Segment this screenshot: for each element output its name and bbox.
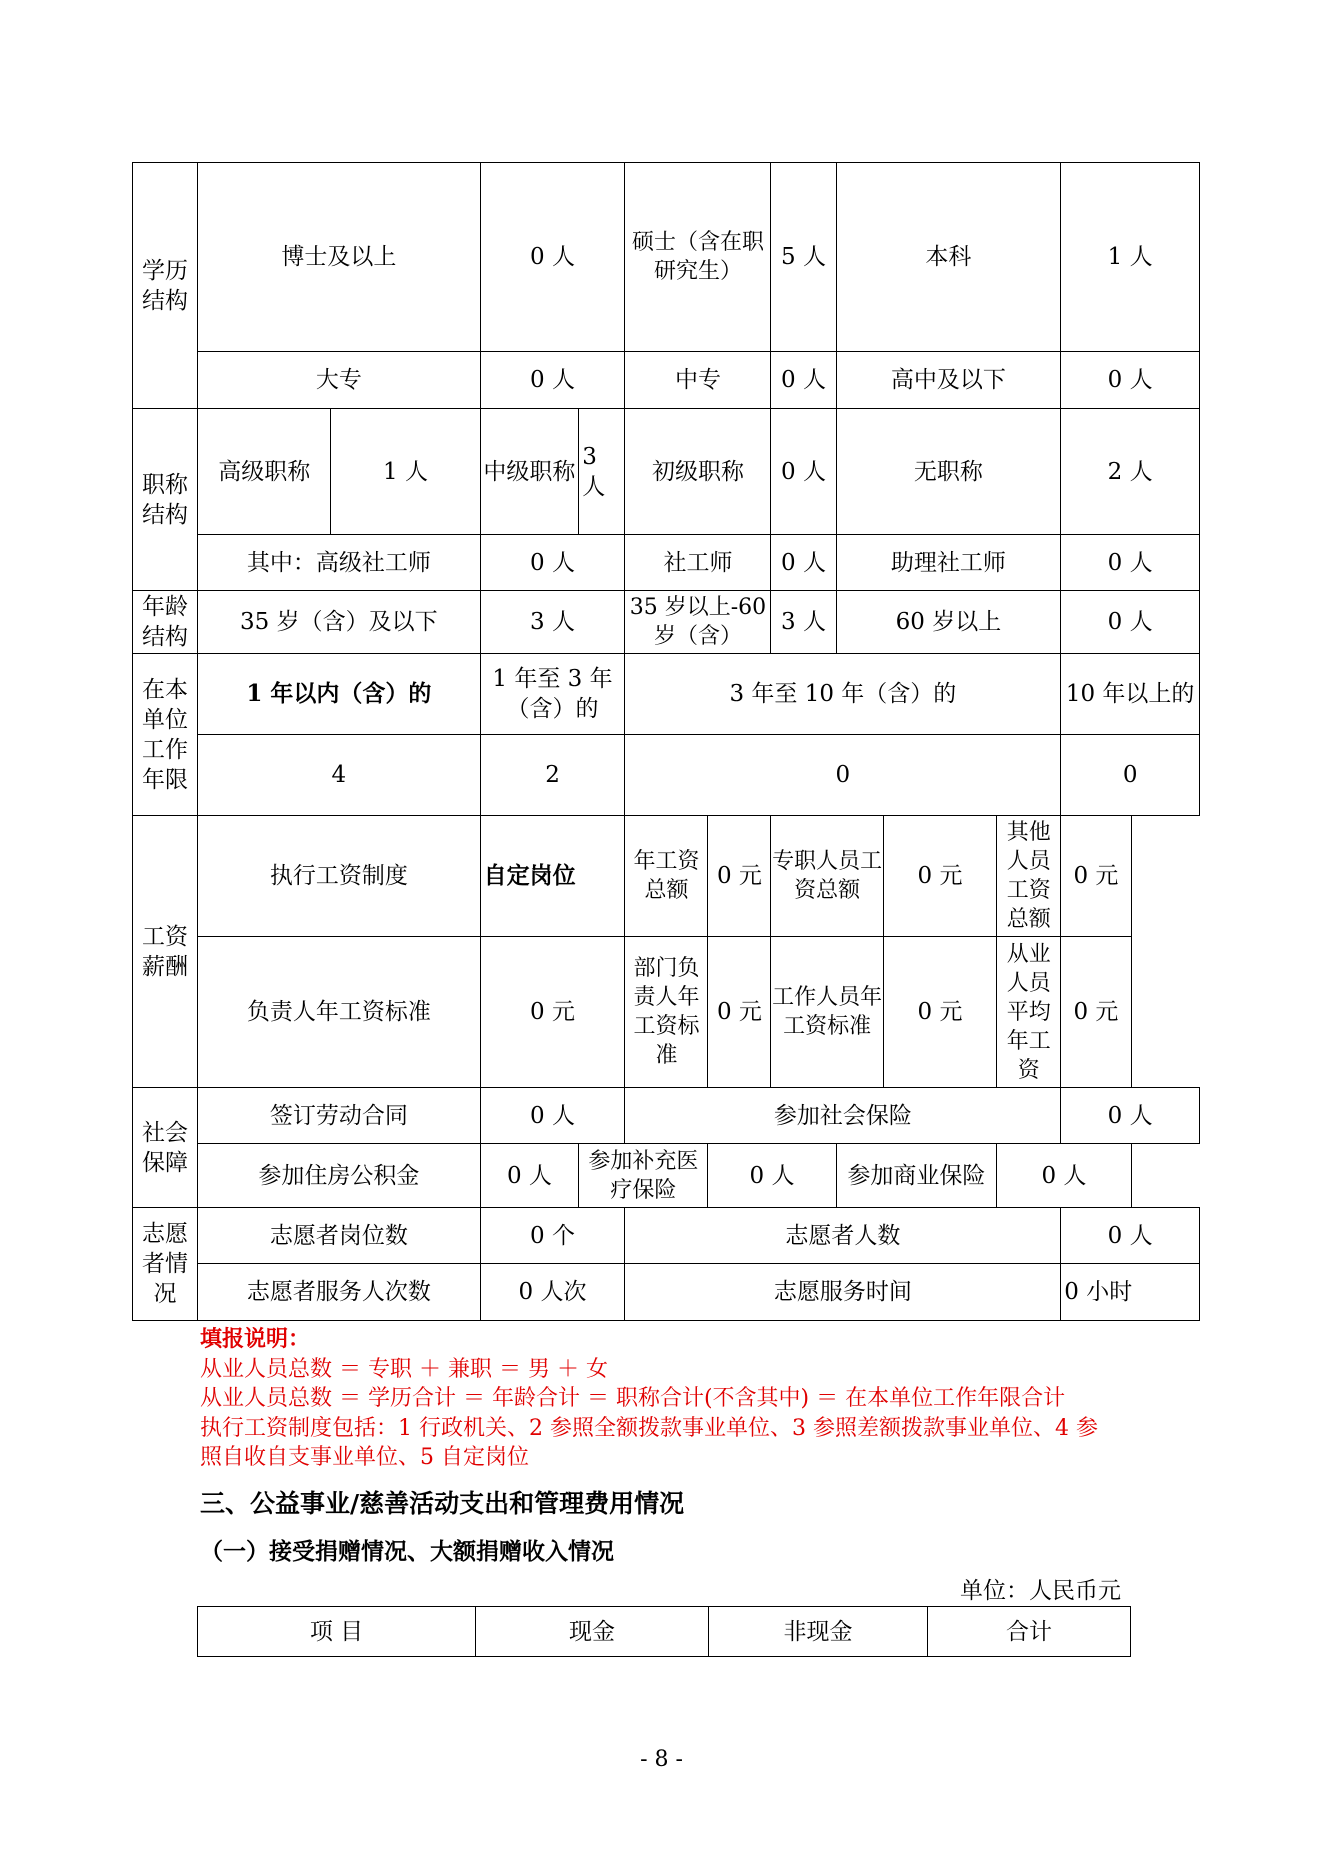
age-35-below: 35 岁（含）及以下 [198, 591, 480, 654]
salary-leader-standard: 负责人年工资标准 [198, 937, 480, 1088]
education-master-value: 5 人 [771, 163, 836, 352]
social-supplementary-medical-value: 0 人 [708, 1144, 836, 1208]
social-labor-contract-value: 0 人 [480, 1088, 625, 1144]
title-senior-social-worker: 其中：高级社工师 [198, 535, 480, 591]
age-row [133, 591, 1200, 654]
social-commercial-insurance-value: 0 人 [997, 1144, 1131, 1208]
currency-unit: 单位：人民币元 [960, 1578, 1121, 1604]
education-highschool-value: 0 人 [1061, 352, 1200, 409]
title-senior-value: 1 人 [331, 409, 480, 535]
education-technical-value: 0 人 [771, 352, 836, 409]
social-labor-contract: 签订劳动合同 [198, 1088, 480, 1144]
salary-average-value: 0 元 [1061, 937, 1131, 1088]
title-social-worker-value: 0 人 [771, 535, 836, 591]
tenure-header-2: 1 年至 3 年（含）的 [480, 654, 625, 735]
social-label: 社会保障 [133, 1088, 198, 1208]
age-60-above-value: 0 人 [1061, 591, 1200, 654]
salary-average: 从业人员平均年工资 [997, 937, 1061, 1088]
age-35-60-value: 3 人 [771, 591, 836, 654]
education-bachelor: 本科 [836, 163, 1061, 352]
donation-header-noncash: 非现金 [709, 1607, 928, 1657]
tenure-label: 在本单位工作年限 [133, 654, 198, 816]
education-phd-value: 0 人 [480, 163, 625, 352]
salary-staff-standard: 工作人员年工资标准 [771, 937, 883, 1088]
age-35-below-value: 3 人 [480, 591, 625, 654]
age-35-60: 35 岁以上-60 岁（含） [625, 591, 771, 654]
donation-table [197, 1606, 1131, 1657]
volunteer-label: 志愿者情况 [133, 1208, 198, 1321]
social-housing-fund-value: 0 人 [480, 1144, 579, 1208]
social-commercial-insurance: 参加商业保险 [836, 1144, 997, 1208]
page-number: - 8 - [640, 1747, 683, 1772]
salary-other-total-value: 0 元 [1061, 816, 1131, 937]
tenure-header-3: 3 年至 10 年（含）的 [625, 654, 1061, 735]
salary-system-value: 自定岗位 [480, 816, 625, 937]
salary-annual-total: 年工资总额 [625, 816, 708, 937]
title-middle: 中级职称 [480, 409, 579, 535]
social-row-2 [133, 1144, 1200, 1208]
notes-line-4: 照自收自支事业单位、5 自定岗位 [200, 1445, 529, 1470]
salary-dept-leader-standard: 部门负责人年工资标准 [625, 937, 708, 1088]
social-insurance: 参加社会保险 [625, 1088, 1061, 1144]
volunteer-service-times: 志愿者服务人次数 [198, 1264, 480, 1321]
volunteer-row-2 [133, 1264, 1200, 1321]
tenure-value-1: 4 [198, 735, 480, 816]
salary-leader-standard-value: 0 元 [480, 937, 625, 1088]
tenure-value-4: 0 [1061, 735, 1200, 816]
tenure-value-2: 2 [480, 735, 625, 816]
title-middle-value: 3 人 [579, 409, 625, 535]
section-heading: 三、公益事业/慈善活动支出和管理费用情况 [200, 1489, 685, 1518]
title-junior: 初级职称 [625, 409, 771, 535]
age-label: 年龄结构 [133, 591, 198, 654]
notes-line-2: 从业人员总数 ＝ 学历合计 ＝ 年龄合计 ＝ 职称合计(不含其中) ＝ 在本单位工作年限合计 [200, 1386, 1066, 1411]
staff-structure-table [132, 162, 1200, 1321]
education-label: 学历结构 [133, 163, 198, 409]
education-junior-college-value: 0 人 [480, 352, 625, 409]
salary-label: 工资薪酬 [133, 816, 198, 1088]
donation-header-cash: 现金 [476, 1607, 709, 1657]
salary-fulltime-total-value: 0 元 [883, 816, 996, 937]
salary-other-total: 其他人员工资总额 [997, 816, 1061, 937]
education-master: 硕士（含在职研究生） [625, 163, 771, 352]
salary-system: 执行工资制度 [198, 816, 480, 937]
volunteer-positions: 志愿者岗位数 [198, 1208, 480, 1264]
salary-fulltime-total: 专职人员工资总额 [771, 816, 883, 937]
volunteer-service-hours-value: 0 小时 [1061, 1264, 1200, 1321]
notes-line-3: 执行工资制度包括：1 行政机关、2 参照全额拨款事业单位、3 参照差额拨款事业单位、4 参 [200, 1415, 1098, 1441]
social-row-1 [133, 1088, 1200, 1144]
education-highschool: 高中及以下 [836, 352, 1061, 409]
volunteer-service-hours: 志愿服务时间 [625, 1264, 1061, 1321]
education-phd: 博士及以上 [198, 163, 480, 352]
salary-row-2 [133, 937, 1200, 1088]
education-row-1 [133, 163, 1200, 352]
notes-line-1: 从业人员总数 ＝ 专职 ＋ 兼职 ＝ 男 ＋ 女 [200, 1356, 608, 1382]
tenure-value-row [133, 735, 1200, 816]
donation-header-item: 项 目 [198, 1607, 476, 1657]
title-senior: 高级职称 [198, 409, 331, 535]
volunteer-service-times-value: 0 人次 [480, 1264, 625, 1321]
tenure-value-3: 0 [625, 735, 1061, 816]
donation-header-row [198, 1607, 1131, 1657]
tenure-header-1: 1 年以内（含）的 [198, 654, 480, 735]
title-none: 无职称 [836, 409, 1061, 535]
education-bachelor-value: 1 人 [1061, 163, 1200, 352]
salary-dept-leader-standard-value: 0 元 [708, 937, 771, 1088]
title-assistant-social-worker-value: 0 人 [1061, 535, 1200, 591]
title-senior-social-worker-value: 0 人 [480, 535, 625, 591]
salary-staff-standard-value: 0 元 [883, 937, 996, 1088]
salary-row-1 [133, 816, 1200, 937]
volunteer-count-value: 0 人 [1061, 1208, 1200, 1264]
section-subheading: （一）接受捐赠情况、大额捐赠收入情况 [200, 1539, 614, 1565]
title-assistant-social-worker: 助理社工师 [836, 535, 1061, 591]
social-insurance-value: 0 人 [1061, 1088, 1200, 1144]
title-none-value: 2 人 [1061, 409, 1200, 535]
donation-header-total: 合计 [928, 1607, 1131, 1657]
age-60-above: 60 岁以上 [836, 591, 1061, 654]
social-supplementary-medical: 参加补充医疗保险 [579, 1144, 708, 1208]
salary-annual-total-value: 0 元 [708, 816, 771, 937]
title-junior-value: 0 人 [771, 409, 836, 535]
volunteer-positions-value: 0 个 [480, 1208, 625, 1264]
title-label: 职称结构 [133, 409, 198, 591]
filling-instructions [200, 1325, 1140, 1473]
social-housing-fund: 参加住房公积金 [198, 1144, 480, 1208]
education-row-2 [133, 352, 1200, 409]
notes-title: 填报说明： [200, 1326, 311, 1352]
tenure-header-row [133, 654, 1200, 735]
tenure-header-4: 10 年以上的 [1061, 654, 1200, 735]
title-social-worker: 社工师 [625, 535, 771, 591]
education-technical: 中专 [625, 352, 771, 409]
volunteer-count: 志愿者人数 [625, 1208, 1061, 1264]
volunteer-row-1 [133, 1208, 1200, 1264]
title-row-2 [133, 535, 1200, 591]
title-row-1 [133, 409, 1200, 535]
education-junior-college: 大专 [198, 352, 480, 409]
